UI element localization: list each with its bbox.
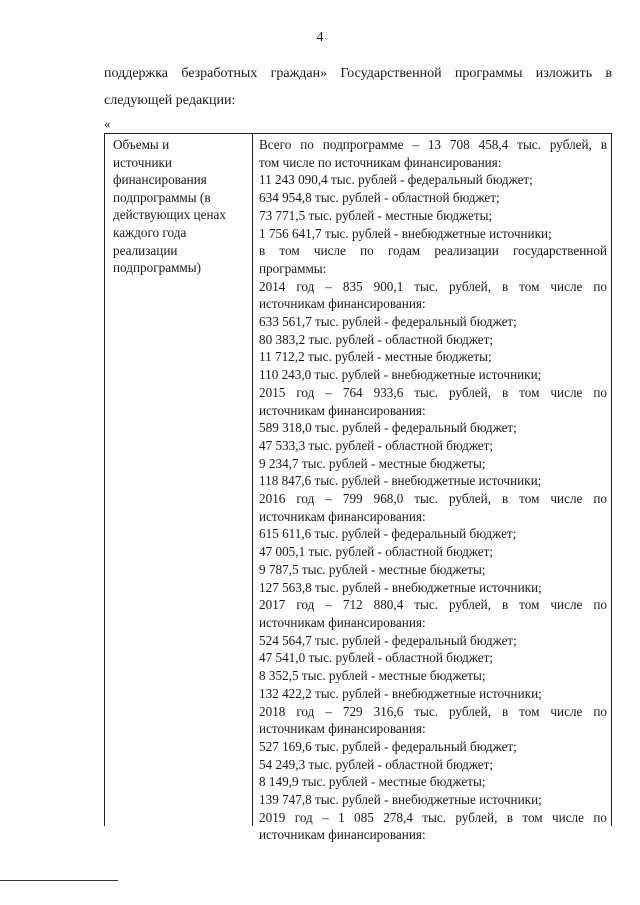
value-line: 615 611,6 тыс. рублей - федеральный бюджет; (259, 526, 517, 542)
label-line: подпрограммы) (113, 260, 202, 276)
value-line: том числе по источникам финансирования: (259, 154, 502, 170)
intro-text-line-2: следующей редакции: (104, 93, 236, 108)
footnote-divider (0, 880, 118, 881)
value-line: Всего по подпрограмме – 13 708 458,4 тыс. рублей, в (259, 137, 607, 152)
value-line: 127 563,8 тыс. рублей - внебюджетные источники; (259, 579, 542, 595)
value-line: 73 771,5 тыс. рублей - местные бюджеты; (259, 207, 493, 223)
intro-text-line-1: поддержка безработных граждан» Государственной программы изложить в (104, 66, 612, 81)
value-line: 9 787,5 тыс. рублей - местные бюджеты; (259, 561, 486, 577)
table-label-cell (105, 134, 253, 826)
value-line: 11 712,2 тыс. рублей - местные бюджеты; (259, 349, 492, 365)
value-line: 2018 год – 729 316,6 тыс. рублей, в том числе по (259, 703, 607, 719)
label-line: источники (113, 154, 172, 170)
value-line: 11 243 090,4 тыс. рублей - федеральный бюджет; (259, 172, 533, 188)
value-line: источникам финансирования: (259, 508, 426, 524)
value-line: 47 533,3 тыс. рублей - областной бюджет; (259, 437, 494, 453)
value-line: 8 149,9 тыс. рублей - местные бюджеты; (259, 774, 486, 790)
opening-quote-mark: « (104, 116, 111, 131)
value-line: 2017 год – 712 880,4 тыс. рублей, в том числе по (259, 597, 607, 613)
value-line: 634 954,8 тыс. рублей - областной бюджет; (259, 190, 500, 206)
value-line: источникам финансирования: (259, 827, 426, 843)
value-line: 80 383,2 тыс. рублей - областной бюджет; (259, 331, 494, 347)
value-line: источникам финансирования: (259, 402, 426, 418)
value-line: 118 847,6 тыс. рублей - внебюджетные источники; (259, 473, 542, 489)
value-line: 139 747,8 тыс. рублей - внебюджетные источники; (259, 792, 542, 808)
page-number: 4 (316, 30, 324, 45)
value-line: 54 249,3 тыс. рублей - областной бюджет; (259, 756, 494, 772)
value-line: 633 561,7 тыс. рублей - федеральный бюджет; (259, 314, 517, 330)
label-line: финансирования (113, 172, 207, 188)
value-line: 47 005,1 тыс. рублей - областной бюджет; (259, 544, 494, 560)
value-line: 47 541,0 тыс. рублей - областной бюджет; (259, 650, 494, 666)
value-line: 527 169,6 тыс. рублей - федеральный бюджет; (259, 738, 517, 754)
value-line: источникам финансирования: (259, 614, 426, 630)
value-line: источникам финансирования: (259, 721, 426, 737)
label-line: действующих ценах (113, 207, 226, 223)
value-line: 2016 год – 799 968,0 тыс. рублей, в том числе по (259, 491, 607, 507)
label-line: каждого года (113, 224, 187, 240)
label-line: Объемы и (113, 137, 170, 152)
value-line: 8 352,5 тыс. рублей - местные бюджеты; (259, 668, 486, 684)
value-line: программы: (259, 260, 327, 276)
value-line: 589 318,0 тыс. рублей - федеральный бюджет; (259, 420, 517, 436)
value-line: в том числе по годам реализации государственной (259, 243, 607, 259)
value-line: 2019 год – 1 085 278,4 тыс. рублей, в том числе по (259, 809, 607, 825)
table-value-cell (253, 134, 611, 843)
value-line: 9 234,7 тыс. рублей - местные бюджеты; (259, 455, 486, 471)
value-line: источникам финансирования: (259, 296, 426, 312)
value-line: 110 243,0 тыс. рублей - внебюджетные источники; (259, 367, 542, 383)
value-line: 132 422,2 тыс. рублей - внебюджетные источники; (259, 685, 542, 701)
value-line: 2014 год – 835 900,1 тыс. рублей, в том числе по (259, 278, 607, 294)
label-line: реализации (113, 242, 178, 258)
value-line: 524 564,7 тыс. рублей - федеральный бюджет; (259, 632, 517, 648)
financing-table (104, 133, 612, 843)
value-line: 1 756 641,7 тыс. рублей - внебюджетные источники; (259, 225, 552, 241)
value-line: 2015 год – 764 933,6 тыс. рублей, в том числе по (259, 384, 607, 400)
label-line: подпрограммы (в (113, 189, 211, 205)
